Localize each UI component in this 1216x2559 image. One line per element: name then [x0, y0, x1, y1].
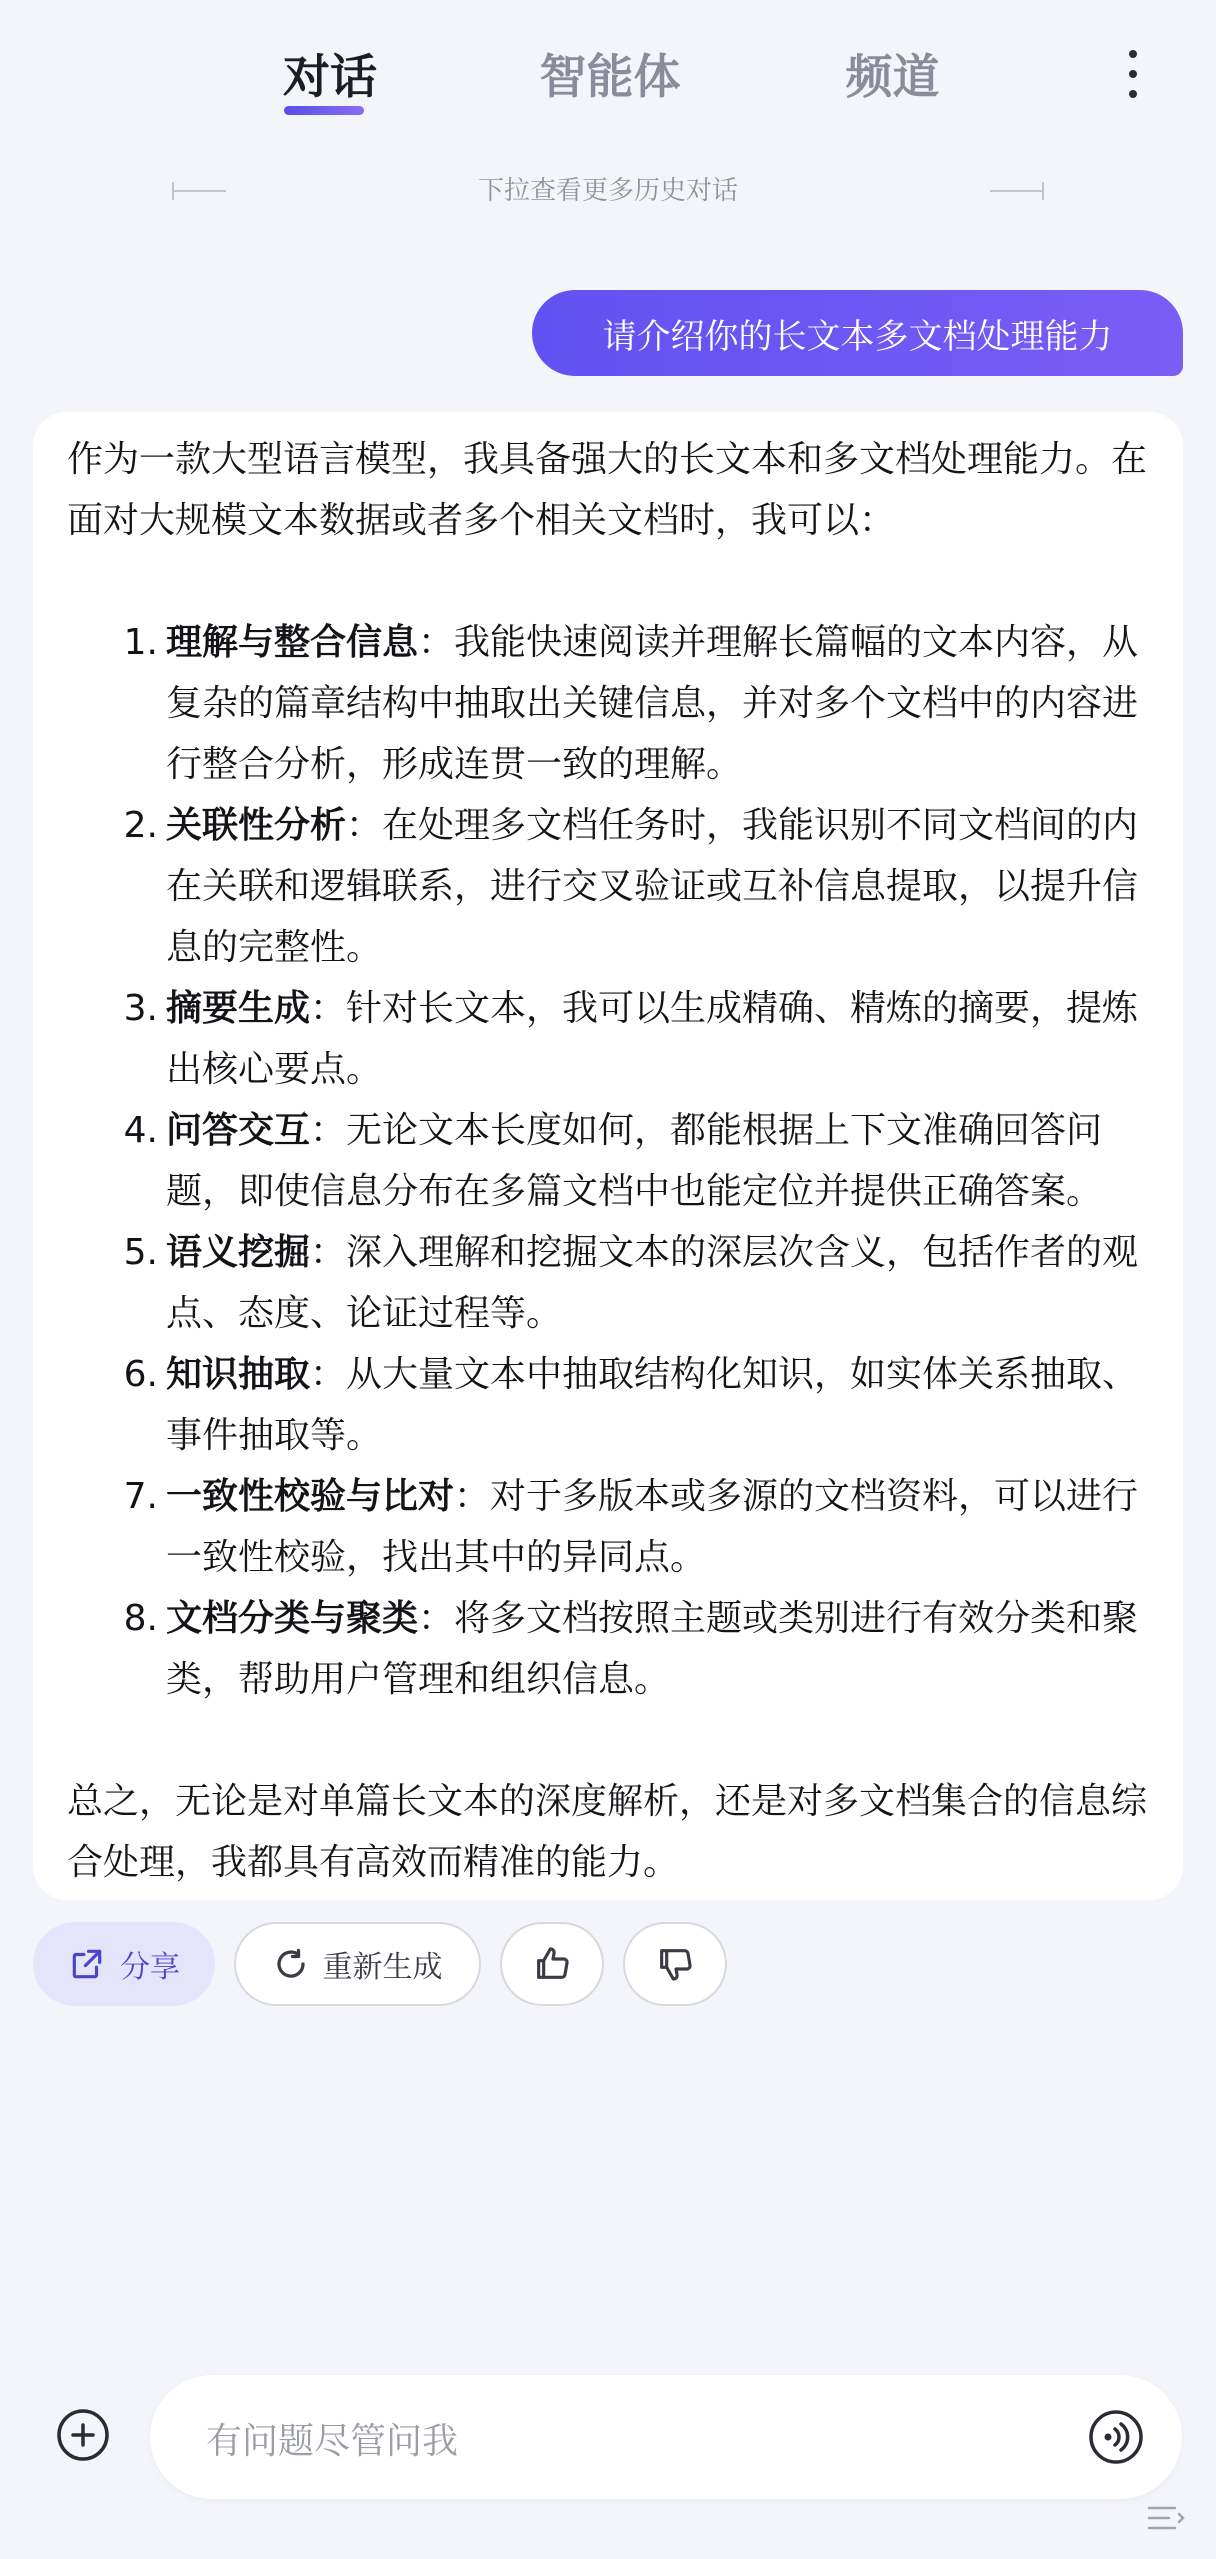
tab-dialog[interactable]: 对话	[283, 50, 377, 105]
like-button[interactable]	[500, 1922, 604, 2006]
list-item-number: 4.	[123, 1110, 158, 1151]
list-item-number: 7.	[123, 1476, 158, 1517]
list-item-title: 一致性校验与比对	[166, 1476, 455, 1517]
list-item-text: ：我能快速阅读并理解长篇幅的文本内容，从复杂的篇章结构中抽取出关键信息，并对多个文档中的内容进行整合分析，形成连贯一致的理解。	[166, 622, 1139, 785]
list-item-title: 理解与整合信息	[166, 622, 419, 663]
user-message-bubble: 请介绍你的长文本多文档处理能力	[532, 290, 1183, 376]
hint-divider-right	[990, 190, 1044, 192]
more-menu-button[interactable]	[1108, 48, 1158, 100]
list-item	[67, 1344, 1147, 1466]
list-item	[67, 978, 1147, 1100]
share-button[interactable]	[33, 1922, 215, 2006]
list-item	[67, 1588, 1147, 1710]
list-item-text: ：深入理解和挖掘文本的深层次含义，包括作者的观点、态度、论证过程等。	[166, 1232, 1139, 1334]
list-item	[67, 612, 1147, 795]
list-item-text: ：将多文档按照主题或类别进行有效分类和聚类，帮助用户管理和组织信息。	[166, 1598, 1139, 1700]
regenerate-label: 重新生成	[322, 1950, 443, 1985]
list-item-text: ：对于多版本或多源的文档资料，可以进行一致性校验，找出其中的异同点。	[166, 1476, 1139, 1578]
tab-channel[interactable]: 频道	[845, 50, 940, 105]
regenerate-button[interactable]	[234, 1922, 481, 2006]
list-item-title: 知识抽取	[166, 1354, 311, 1395]
answer-conclusion: 总之，无论是对单篇长文本的深度解析，还是对多文档集合的信息综合处理，我都具有高效而精准的能力。	[67, 1781, 1148, 1883]
tab-agent[interactable]: 智能体	[539, 50, 681, 105]
list-item-number: 1.	[123, 622, 158, 663]
active-tab-indicator	[284, 106, 364, 115]
list-item-number: 5.	[123, 1232, 158, 1273]
chat-input[interactable]	[150, 2375, 1182, 2499]
list-item	[67, 1222, 1147, 1344]
list-item-number: 6.	[123, 1354, 158, 1395]
voice-wave-icon	[1088, 2409, 1144, 2465]
refresh-icon	[273, 1946, 309, 1982]
list-item-title: 文档分类与聚类	[166, 1598, 419, 1639]
more-vertical-icon	[1129, 50, 1137, 58]
answer-intro: 作为一款大型语言模型，我具备强大的长文本和多文档处理能力。在面对大规模文本数据或者多个相关文档时，我可以：	[67, 439, 1148, 541]
plus-circle-icon	[56, 2408, 110, 2462]
chat-input-placeholder: 有问题尽管问我	[206, 2421, 459, 2462]
list-item-number: 3.	[123, 988, 158, 1029]
list-item-title: 问答交互	[166, 1110, 311, 1151]
thumbs-up-icon	[532, 1944, 572, 1984]
system-gesture-indicator	[1145, 2500, 1187, 2536]
history-hint[interactable]: 下拉查看更多历史对话	[477, 176, 738, 206]
list-item-title: 关联性分析	[166, 805, 347, 846]
list-item-text: ：在处理多文档任务时，我能识别不同文档间的内在关联和逻辑联系，进行交叉验证或互补信息提取，以提升信息的完整性。	[166, 805, 1139, 968]
list-item-title: 语义挖掘	[166, 1232, 311, 1273]
list-item-number: 2.	[123, 805, 158, 846]
top-tab-bar	[0, 0, 1216, 150]
voice-button[interactable]	[1088, 2409, 1144, 2465]
list-item-text: ：无论文本长度如何，都能根据上下文准确回答问题，即使信息分布在多篇文档中也能定位并提供正确答案。	[166, 1110, 1103, 1212]
list-item-text: ：从大量文本中抽取结构化知识，如实体关系抽取、事件抽取等。	[166, 1354, 1139, 1456]
add-attachment-button[interactable]	[56, 2408, 110, 2462]
assistant-answer-card	[33, 412, 1183, 1900]
answer-point-list	[67, 612, 1147, 1710]
thumbs-down-icon	[655, 1944, 695, 1984]
dislike-button[interactable]	[623, 1922, 727, 2006]
answer-actions	[0, 1922, 1216, 2006]
list-item-text: ：针对长文本，我可以生成精确、精炼的摘要，提炼出核心要点。	[166, 988, 1139, 1090]
list-item	[67, 1100, 1147, 1222]
list-item-number: 8.	[123, 1598, 158, 1639]
share-icon	[68, 1945, 106, 1983]
list-item	[67, 1466, 1147, 1588]
list-item-title: 摘要生成	[166, 988, 311, 1029]
list-item	[67, 795, 1147, 978]
share-label: 分享	[120, 1950, 180, 1985]
